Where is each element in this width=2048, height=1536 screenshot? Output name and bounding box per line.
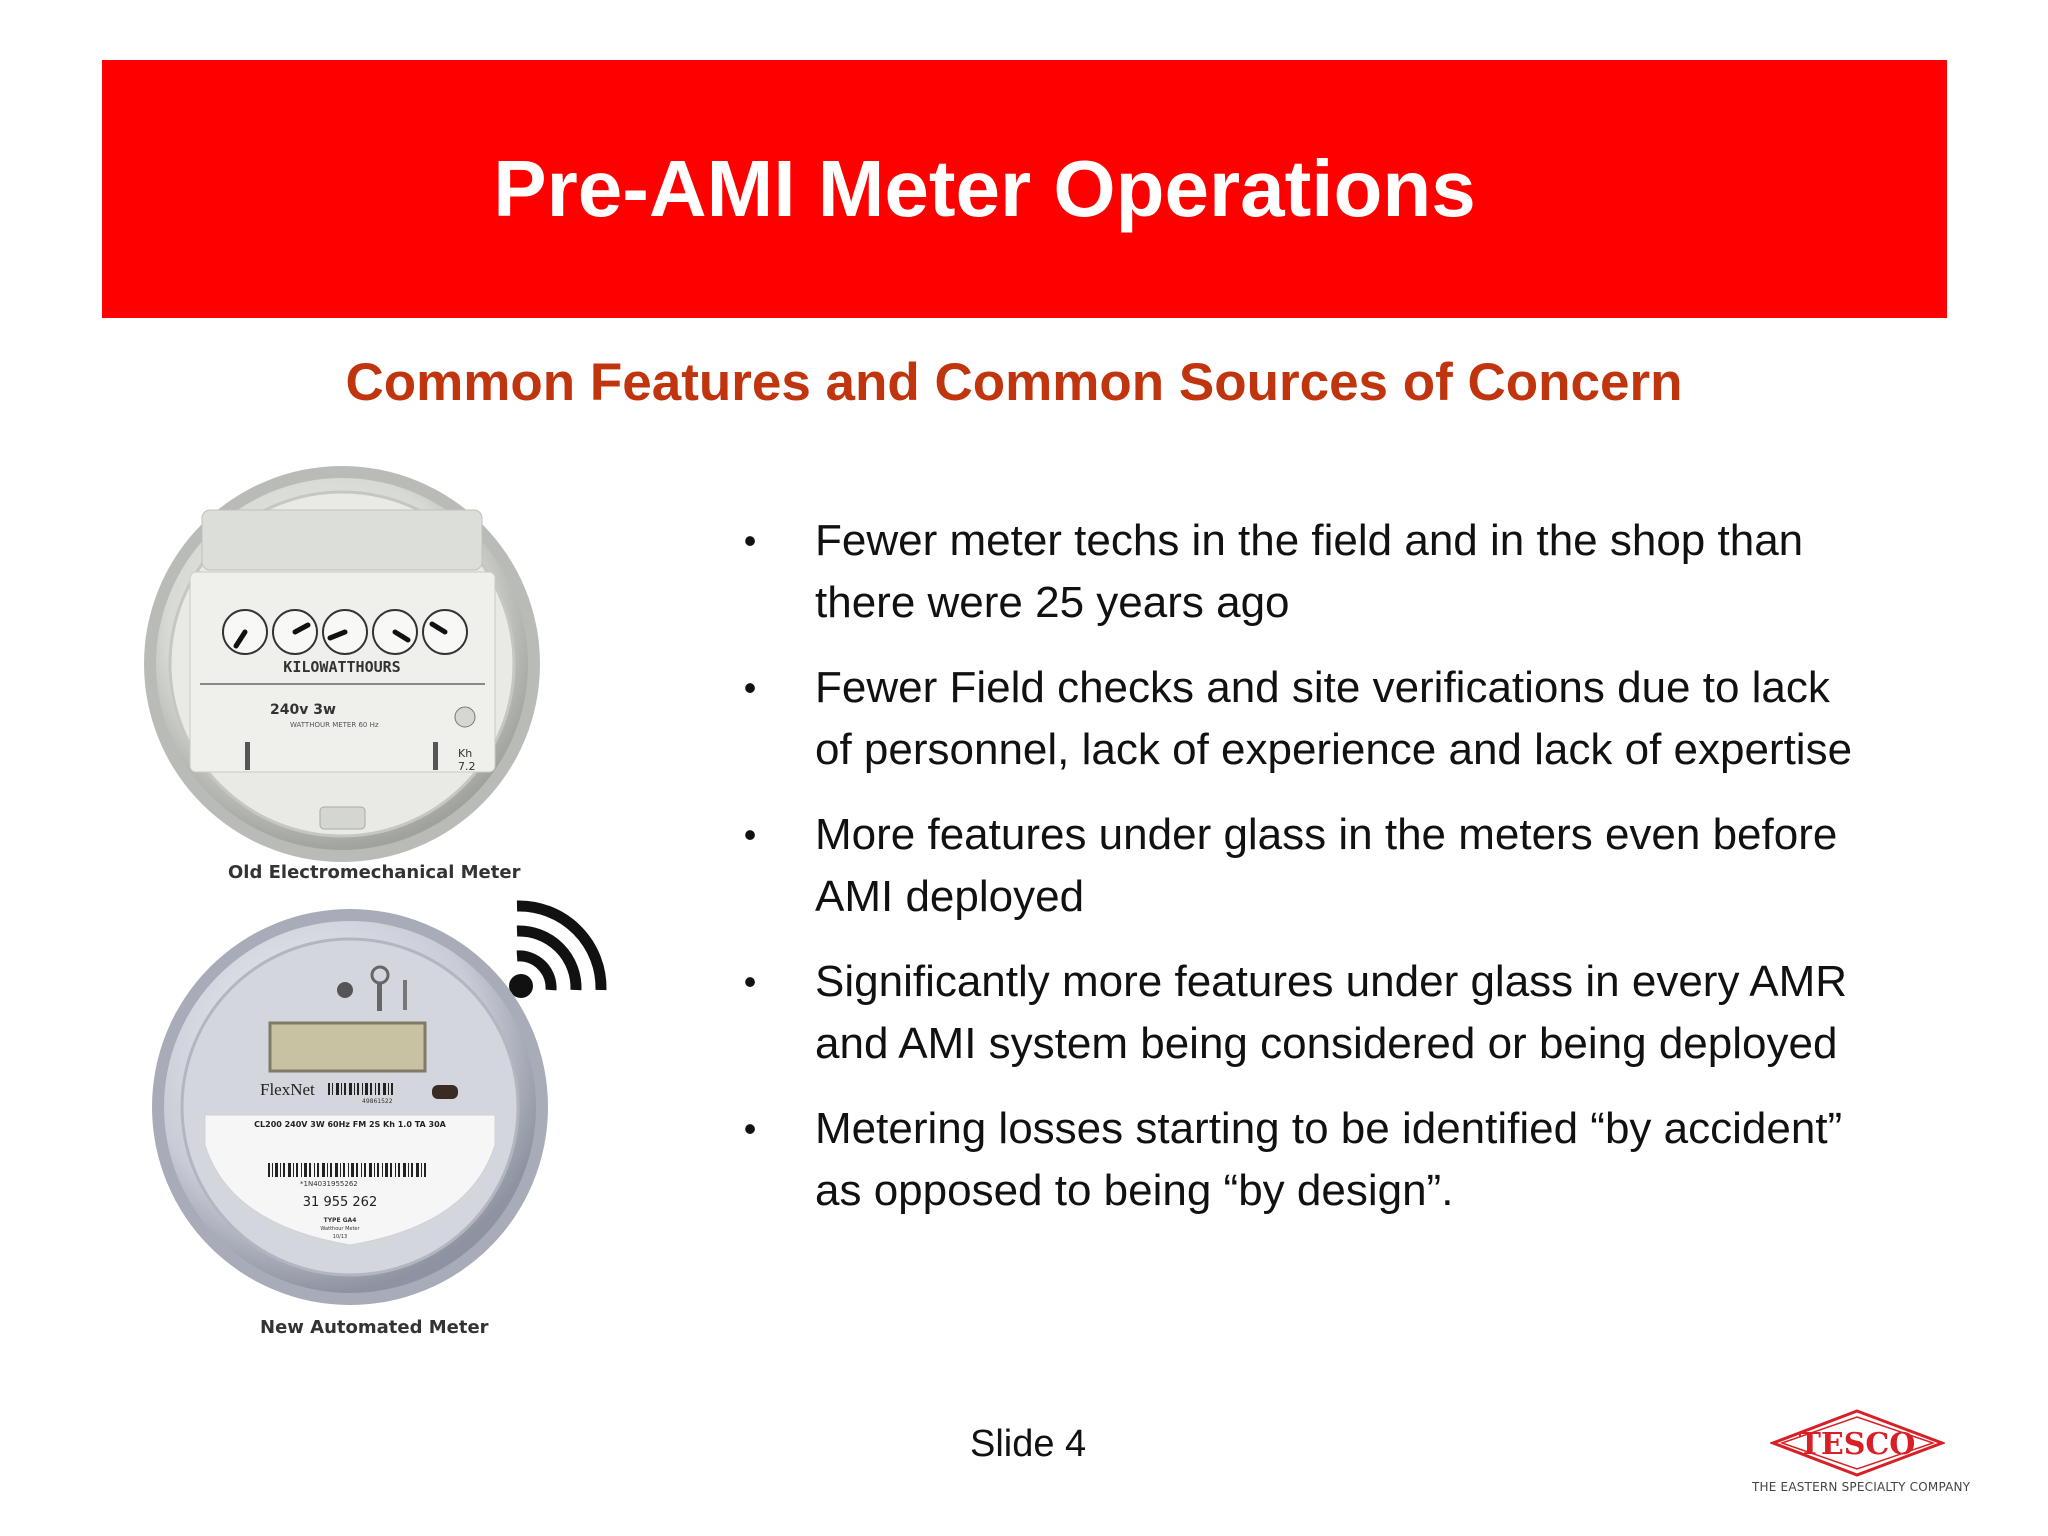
old-meter-rating: 240v 3w xyxy=(270,702,336,718)
bullet-dot-icon: • xyxy=(743,814,757,855)
old-meter-image xyxy=(140,462,545,867)
bullet-list xyxy=(735,510,1985,1245)
new-meter-barcode-text: *1N4031955262 xyxy=(300,1180,358,1188)
bullet-dot-icon: • xyxy=(743,1108,757,1149)
bullet-text-line: as opposed to being “by design”. xyxy=(815,1166,1454,1215)
bullet-dot-icon: • xyxy=(743,961,757,1002)
new-meter-caption: New Automated Meter xyxy=(260,1317,489,1338)
new-meter-spec-line: CL200 240V 3W 60Hz FM 2S Kh 1.0 TA 30A xyxy=(254,1120,446,1129)
old-meter-kh-value: 7.2 xyxy=(458,760,476,773)
slide-subtitle: Common Features and Common Sources of Concern xyxy=(345,353,1683,412)
bullet-item xyxy=(735,1098,1985,1222)
old-meter-kh-label: Kh xyxy=(458,747,473,760)
new-meter-type-sub: Watthour Meter xyxy=(320,1226,360,1232)
old-meter-face-label: KILOWATTHOURS xyxy=(283,658,401,676)
new-meter-serial-small: 49861522 xyxy=(362,1098,393,1105)
new-meter-brand: FlexNet xyxy=(260,1080,315,1099)
bullet-text-line: Significantly more features under glass in every AMR xyxy=(815,957,1848,1006)
bullet-dot-icon: • xyxy=(743,667,757,708)
bullet-text-line: Fewer meter techs in the field and in the shop than xyxy=(815,516,1804,565)
new-meter-image xyxy=(150,905,550,1310)
bullet-text-line: Metering losses starting to be identified “by accident” xyxy=(815,1104,1843,1153)
bullet-text-line: Fewer Field checks and site verifications due to lack xyxy=(815,663,1830,712)
tesco-logo-text: TESCO xyxy=(1798,1427,1916,1462)
slide-number: Slide 4 xyxy=(970,1423,1087,1465)
new-meter-date: 10/13 xyxy=(332,1234,348,1240)
bullet-text-line: AMI deployed xyxy=(815,872,1085,921)
bullet-text-line: there were 25 years ago xyxy=(815,578,1290,627)
tesco-logo xyxy=(1770,1408,1945,1478)
old-meter-sublabel: WATTHOUR METER 60 Hz xyxy=(290,721,379,729)
bullet-text-line: of personnel, lack of experience and lack of expertise xyxy=(815,725,1853,774)
new-meter-type: TYPE GA4 xyxy=(323,1217,357,1224)
bullet-dot-icon: • xyxy=(743,520,757,561)
bullet-text-line: More features under glass in the meters even before xyxy=(815,810,1838,859)
bullet-item xyxy=(735,951,1985,1075)
old-meter-caption: Old Electromechanical Meter xyxy=(228,862,521,883)
logo-tagline: THE EASTERN SPECIALTY COMPANY xyxy=(1752,1480,1971,1494)
bullet-item xyxy=(735,510,1985,634)
new-meter-number: 31 955 262 xyxy=(302,1195,378,1210)
title-banner xyxy=(102,60,1947,318)
bullet-text-line: and AMI system being considered or being deployed xyxy=(815,1019,1838,1068)
bullet-item xyxy=(735,657,1985,781)
bullet-item xyxy=(735,804,1985,928)
slide-title: Pre-AMI Meter Operations xyxy=(493,144,1476,233)
